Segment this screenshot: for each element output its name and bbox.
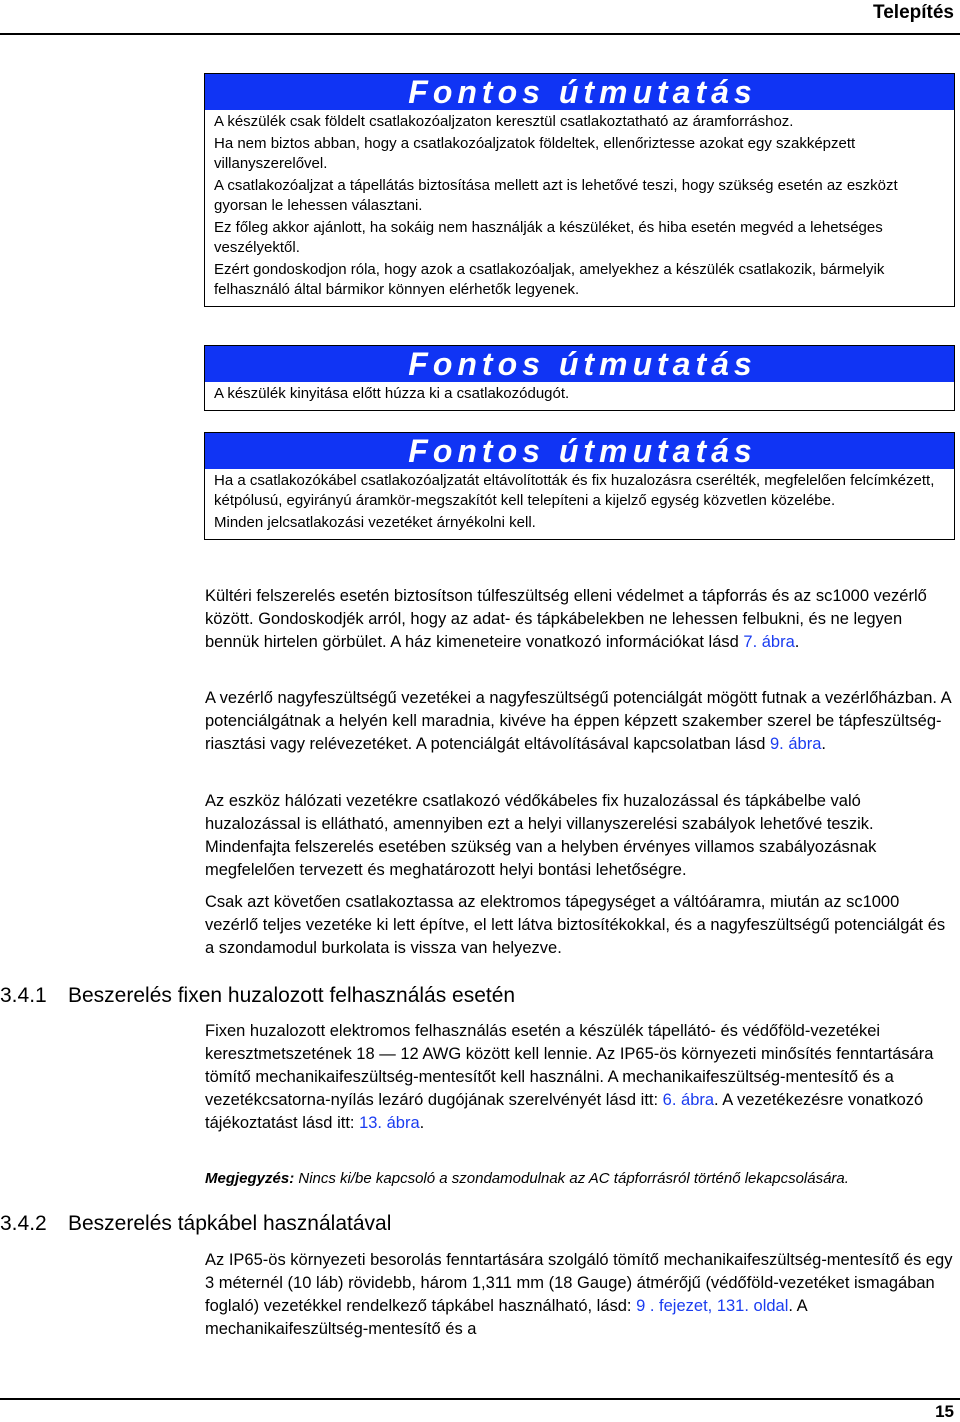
section-heading-3-4-2 bbox=[0, 1212, 391, 1236]
section-3-4-1-paragraph bbox=[205, 1020, 955, 1135]
paragraph-text: Kültéri felszerelés esetén biztosítson túlfeszültség elleni védelmet a tápforrás és az sc1000 vezérlő között. Gondoskodjék arról, hogy az adat- és tápkábelekben ne lehessen felbukni, és ne legyen bennük hirtelen görbület. A ház kimeneteire vonatkozó információkat lásd bbox=[205, 587, 927, 651]
paragraph-text: . bbox=[821, 735, 826, 753]
section-title: Beszerelés tápkábel használatával bbox=[68, 1212, 392, 1235]
paragraph-text: Az IP65-ös környezeti besorolás fenntartására szolgáló tömítő mechanikaifeszültség-mentesítő és egy 3 méternél (10 láb) rövidebb, három 1,311 mm (18 Gauge) átmérőjű (védőföld-vezetéket ismagában foglaló) vezetékkel rendelkező tápkábel használható, lásd: bbox=[205, 1251, 953, 1315]
note-label: Megjegyzés: bbox=[205, 1170, 295, 1187]
body-paragraph-wiring-options: Az eszköz hálózati vezetékre csatlakozó védőkábeles fix huzalozással és tápkábelbe való huzalozással is ellátható, amennyiben ezt a helyi villanyszerelési szabályok lehetővé teszik. Mindenfajta felszerelés esetében szükség van a helyben érvényes villamos szabályozásnak megfelelően tervezett és meghatározott helyi bontási lehetőségre. bbox=[205, 792, 877, 879]
paragraph-text: Fixen huzalozott elektromos felhasználás esetén a készülék tápellátó- és védőföld-vezetékei keresztmetszetének 18 — 12 AWG között kell lennie. Az IP65-ös környezeti minősítés fenntartására tömítő mechanikaifeszültség-mentesítőt kell használni. A mechanikaifeszültség-mentesítő és a vezetékcsatorna-nyílás lezáró dugójának szerelvényét lásd itt: bbox=[205, 1022, 934, 1109]
body-paragraph-power-connection: Csak azt követően csatlakoztassa az elektromos tápegységet a váltóáramra, miután az sc1000 vezérlő teljes vezetéke ki lett építve, el lett látva biztosítékokkal, és a nagyfeszültségű potenciálgát és a szondamodul burkolata is vissza van helyezve. bbox=[205, 893, 946, 957]
important-notice-1 bbox=[204, 73, 955, 307]
notice-paragraph: Ezért gondoskodjon róla, hogy azok a csatlakozóaljak, amelyekhez a készülék csatlakozik, bármelyik felhasználó által bármikor könnyen elérhetők legyenek. bbox=[214, 261, 885, 298]
notice-title: Fontos útmutatás bbox=[205, 346, 954, 382]
chapter-link[interactable]: 9 . fejezet, 131. oldal bbox=[636, 1297, 789, 1315]
body-paragraph-high-voltage-barrier bbox=[205, 687, 955, 756]
running-header-title: Telepítés bbox=[873, 2, 954, 23]
paragraph-text: . A vezetékezésre vonatkozó tájékoztatást lásd itt: bbox=[205, 1091, 924, 1132]
section-title: Beszerelés fixen huzalozott felhasználás esetén bbox=[68, 984, 516, 1007]
notice-paragraph: A készülék kinyitása előtt húzza ki a csatlakozódugót. bbox=[214, 385, 570, 402]
figure-link[interactable]: 9. ábra bbox=[770, 735, 822, 753]
figure-link[interactable]: 13. ábra bbox=[359, 1114, 420, 1132]
notice-paragraph: A készülék csak földelt csatlakozóaljzaton keresztül csatlakoztatható az áramforráshoz. bbox=[214, 113, 794, 130]
footer-divider bbox=[0, 1398, 960, 1400]
section-3-4-2-paragraph bbox=[205, 1249, 955, 1341]
notice-title: Fontos útmutatás bbox=[205, 433, 954, 469]
section-heading-3-4-1 bbox=[0, 984, 515, 1008]
notice-paragraph: Ha nem biztos abban, hogy a csatlakozóaljzatok földeltek, ellenőriztesse azokat egy szakképzett villanyszerelővel. bbox=[214, 135, 856, 172]
notice-body bbox=[205, 110, 954, 306]
body-paragraph-surge-protection bbox=[205, 585, 955, 654]
notice-paragraph: Ez főleg akkor ajánlott, ha sokáig nem használják a készüléket, és hiba esetén megvéd a lehetséges veszélyektől. bbox=[214, 219, 883, 256]
notice-body bbox=[205, 382, 954, 410]
notice-paragraph: Ha a csatlakozókábel csatlakozóaljzatát eltávolították és fix huzalozásra cserélték, megfelelően felcímkézett, kétpólusú, egyirányú áramkör-megszakítót kell telepíteni a kijelző egység közvetlen közelébe. bbox=[214, 472, 935, 509]
figure-link[interactable]: 6. ábra bbox=[662, 1091, 715, 1109]
important-notice-2 bbox=[204, 345, 955, 411]
paragraph-text: . bbox=[794, 633, 800, 651]
notice-paragraph: Minden jelcsatlakozási vezetéket árnyékolni kell. bbox=[214, 514, 536, 531]
paragraph-text: . A mechanikaifeszültség-mentesítő és a bbox=[205, 1297, 807, 1338]
note-text: Nincs ki/be kapcsoló a szondamodulnak az AC tápforrásról történő lekapcsolására. bbox=[294, 1170, 849, 1187]
paragraph-text: . bbox=[419, 1114, 425, 1132]
notice-paragraph: A csatlakozóaljzat a tápellátás biztosítása mellett azt is lehetővé teszi, hogy szükség esetén az eszközt gyorsan le lehessen választani. bbox=[214, 177, 898, 214]
important-notice-3 bbox=[204, 432, 955, 540]
page-number: 15 bbox=[935, 1402, 954, 1421]
note bbox=[205, 1169, 955, 1189]
header-divider bbox=[0, 33, 960, 35]
paragraph-text: A vezérlő nagyfeszültségű vezetékei a nagyfeszültségű potenciálgát mögött futnak a vezérlőházban. A potenciálgátnak a helyén kell maradnia, kivéve ha éppen képzett szakember szerel be tápfeszültség- riasztási vagy relévezetéket. A potenciálgát eltávolításával kapcsolatban lásd bbox=[205, 689, 951, 753]
figure-link[interactable]: 7. ábra bbox=[743, 633, 795, 651]
notice-title: Fontos útmutatás bbox=[205, 74, 954, 110]
notice-body bbox=[205, 469, 954, 539]
section-number: 3.4.1 bbox=[0, 984, 47, 1007]
section-number: 3.4.2 bbox=[0, 1212, 47, 1235]
